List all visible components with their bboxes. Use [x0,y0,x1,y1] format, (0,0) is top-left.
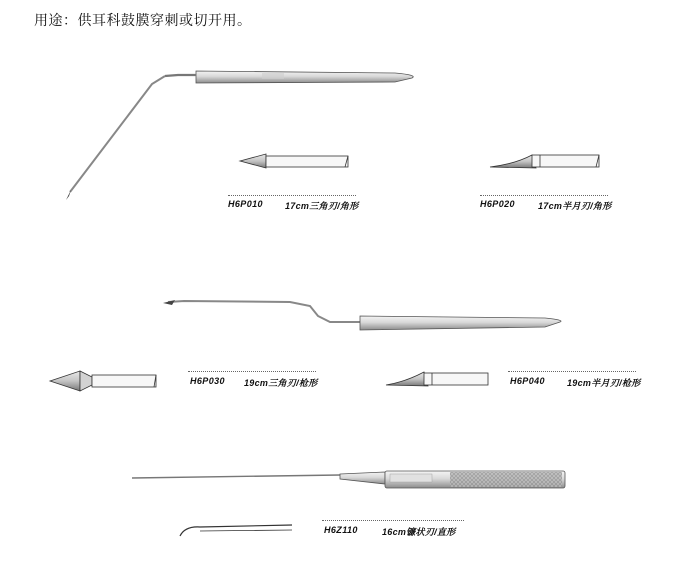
product-code: H6Z110 [324,525,358,535]
sickle-tip-icon [180,525,292,536]
divider [322,520,464,521]
product-code: H6P040 [510,376,545,386]
product-spec: 17cm三角刃/角形 [285,201,359,211]
divider [228,195,356,196]
product-spec: 16cm镰状刃/直形 [382,527,456,537]
product-spec: 19cm半月刃/枪形 [567,378,641,388]
triangular-tip-icon [240,154,348,168]
usage-heading: 用途：供耳科鼓膜穿刺或切开用。 [34,13,252,29]
crescent-tip-icon [490,155,599,168]
straight-needle-knife-icon [132,471,565,488]
product-code: H6P010 [228,199,263,209]
product-code: H6P020 [480,199,515,209]
angled-needle-knife-icon [66,71,413,200]
product-spec: 19cm三角刃/枪形 [244,378,318,388]
triangular-tip-icon [50,371,156,391]
product-spec: 17cm半月刃/角形 [538,201,612,211]
product-code: H6P030 [190,376,225,386]
bayonet-needle-knife-icon [163,300,561,330]
divider [508,371,636,372]
crescent-tip-icon [386,372,488,386]
divider [188,371,316,372]
divider [480,195,608,196]
